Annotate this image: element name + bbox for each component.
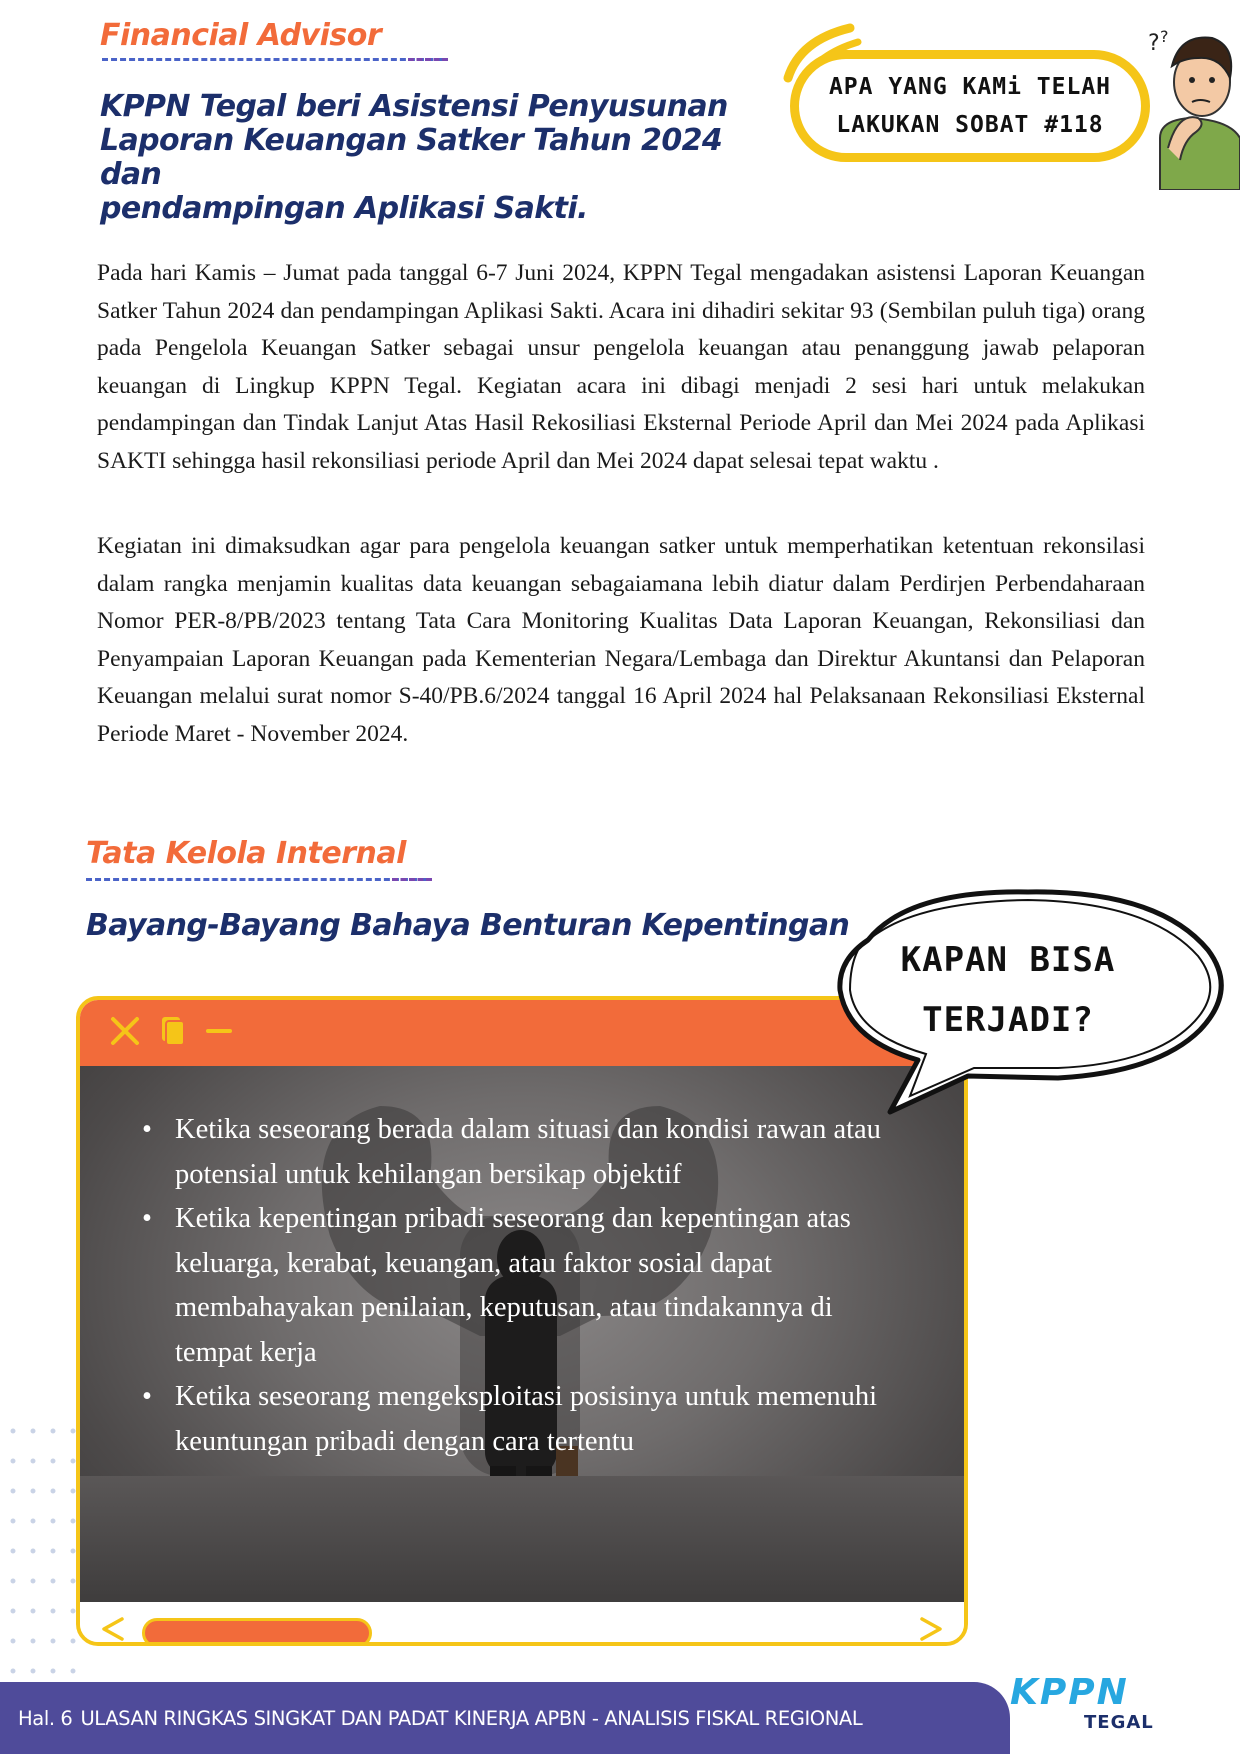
dot-grid-decoration [8,1426,78,1686]
callout-line: LAKUKAN SOBAT #118 [836,112,1104,138]
logo-wordmark: KPPN [1010,1672,1129,1713]
list-item [142,1375,910,1464]
window-scrollbar[interactable] [80,1602,964,1646]
chevron-left-icon[interactable] [98,1614,128,1644]
floor-area [80,1476,964,1602]
bullet-marker: • [142,1114,152,1145]
businessman-shadow-photo [80,1066,964,1602]
callout-line: APA YANG KAMi TELAH [828,74,1112,100]
list-item [142,1197,910,1375]
callout-box [790,50,1150,162]
logo-subtitle: TEGAL [1084,1712,1154,1733]
bubble-text [828,930,1188,1050]
article-subheading: Bayang-Bayang Bahaya Benturan Kepentingan [86,908,850,943]
bubble-line: TERJADI? [922,1000,1094,1040]
conflict-of-interest-list [142,1108,910,1464]
section-underline [86,878,426,881]
speech-bubble [828,880,1240,1120]
article-paragraph: Pada hari Kamis – Jumat pada tanggal 6-7 Juni 2024, KPPN Tegal mengadakan asistensi Laporan Keuangan Satker Tahun 2024 dan pendampingan Aplikasi Sakti. Acara ini dihadiri sekitar 93 (Sembilan puluh tiga) orang pada Pengelola Keuangan Satker sebagai unsur pengelola keuangan atau penanggung jawab pelaporan keuangan di Lingkup KPPN Tegal. Kegiatan acara ini dibagi menjadi 2 sesi hari untuk melakukan pendampingan dan Tindak Lanjut Atas Hasil Rekosiliasi Eksternal Periode April dan Mei 2024 pada Aplikasi SAKTI sehingga hasil rekonsiliasi periode April dan Mei 2024 dapat selesai tepat waktu . [97,260,1145,474]
page-footer [0,1682,1010,1754]
list-item-text: Ketika seseorang mengeksploitasi posisinya untuk memenuhi keuntungan pribadi dengan cara tertentu [175,1381,878,1457]
footer-title: ULASAN RINGKAS SINGKAT DAN PADAT KINERJA APBN - ANALISIS FISKAL REGIONAL [80,1706,863,1730]
section-underline [102,58,442,61]
callout-banner [780,20,1240,190]
scrollbar-thumb[interactable] [142,1618,372,1646]
list-item-text: Ketika seseorang berada dalam situasi dan kondisi rawan atau potensial untuk kehilangan bersikap objektif [175,1114,881,1190]
copy-icon[interactable] [158,1014,190,1048]
article-headline [100,90,790,226]
section-label-financial-advisor: Financial Advisor [100,18,382,53]
bullet-marker: • [142,1203,152,1234]
bubble-line: KAPAN BISA [900,940,1116,980]
headline-line: KPPN Tegal beri Asistensi Penyusunan [100,89,728,124]
headline-line: pendampingan Aplikasi Sakti. [100,191,588,226]
minimize-icon[interactable] [202,1014,236,1048]
chevron-right-icon[interactable] [916,1614,946,1644]
svg-text:?: ? [1148,31,1160,56]
svg-text:?: ? [1160,27,1169,46]
list-item [142,1108,910,1197]
bullet-marker: • [142,1381,152,1412]
close-icon[interactable] [108,1014,142,1048]
headline-line: Laporan Keuangan Satker Tahun 2024 dan [100,123,723,192]
article-paragraph: Kegiatan ini dimaksudkan agar para pengelola keuangan satker untuk memperhatikan ketentuan rekonsilasi dalam rangka menjamin kualitas data keuangan sebagaiamana lebih diatur dalam Perdirjen Perbendaharaan Nomor PER-8/PB/2023 tentang Tata Cara Monitoring Kualitas Data Laporan Keuangan, Rekonsiliasi dan Penyampaian Laporan Keuangan pada Kementerian Negara/Lembaga dan Direktur Akuntansi dan Pelaporan Keuangan melalui surat nomor S-40/PB.6/2024 tanggal 16 April 2024 hal Pelaksanaan Rekonsiliasi Eksternal Periode Maret - November 2024. [97,533,1145,747]
page-number: Hal. 6 [18,1706,73,1730]
kppn-tegal-logo [1010,1672,1180,1742]
section-label-tata-kelola: Tata Kelola Internal [86,836,406,871]
list-item-text: Ketika kepentingan pribadi seseorang dan kepentingan atas keluarga, kerabat, keuangan, atau faktor sosial dapat membahayakan penilaian, keputusan, atau tindakannya di tempat kerja [175,1203,851,1368]
thinking-person-illustration [1140,20,1240,190]
